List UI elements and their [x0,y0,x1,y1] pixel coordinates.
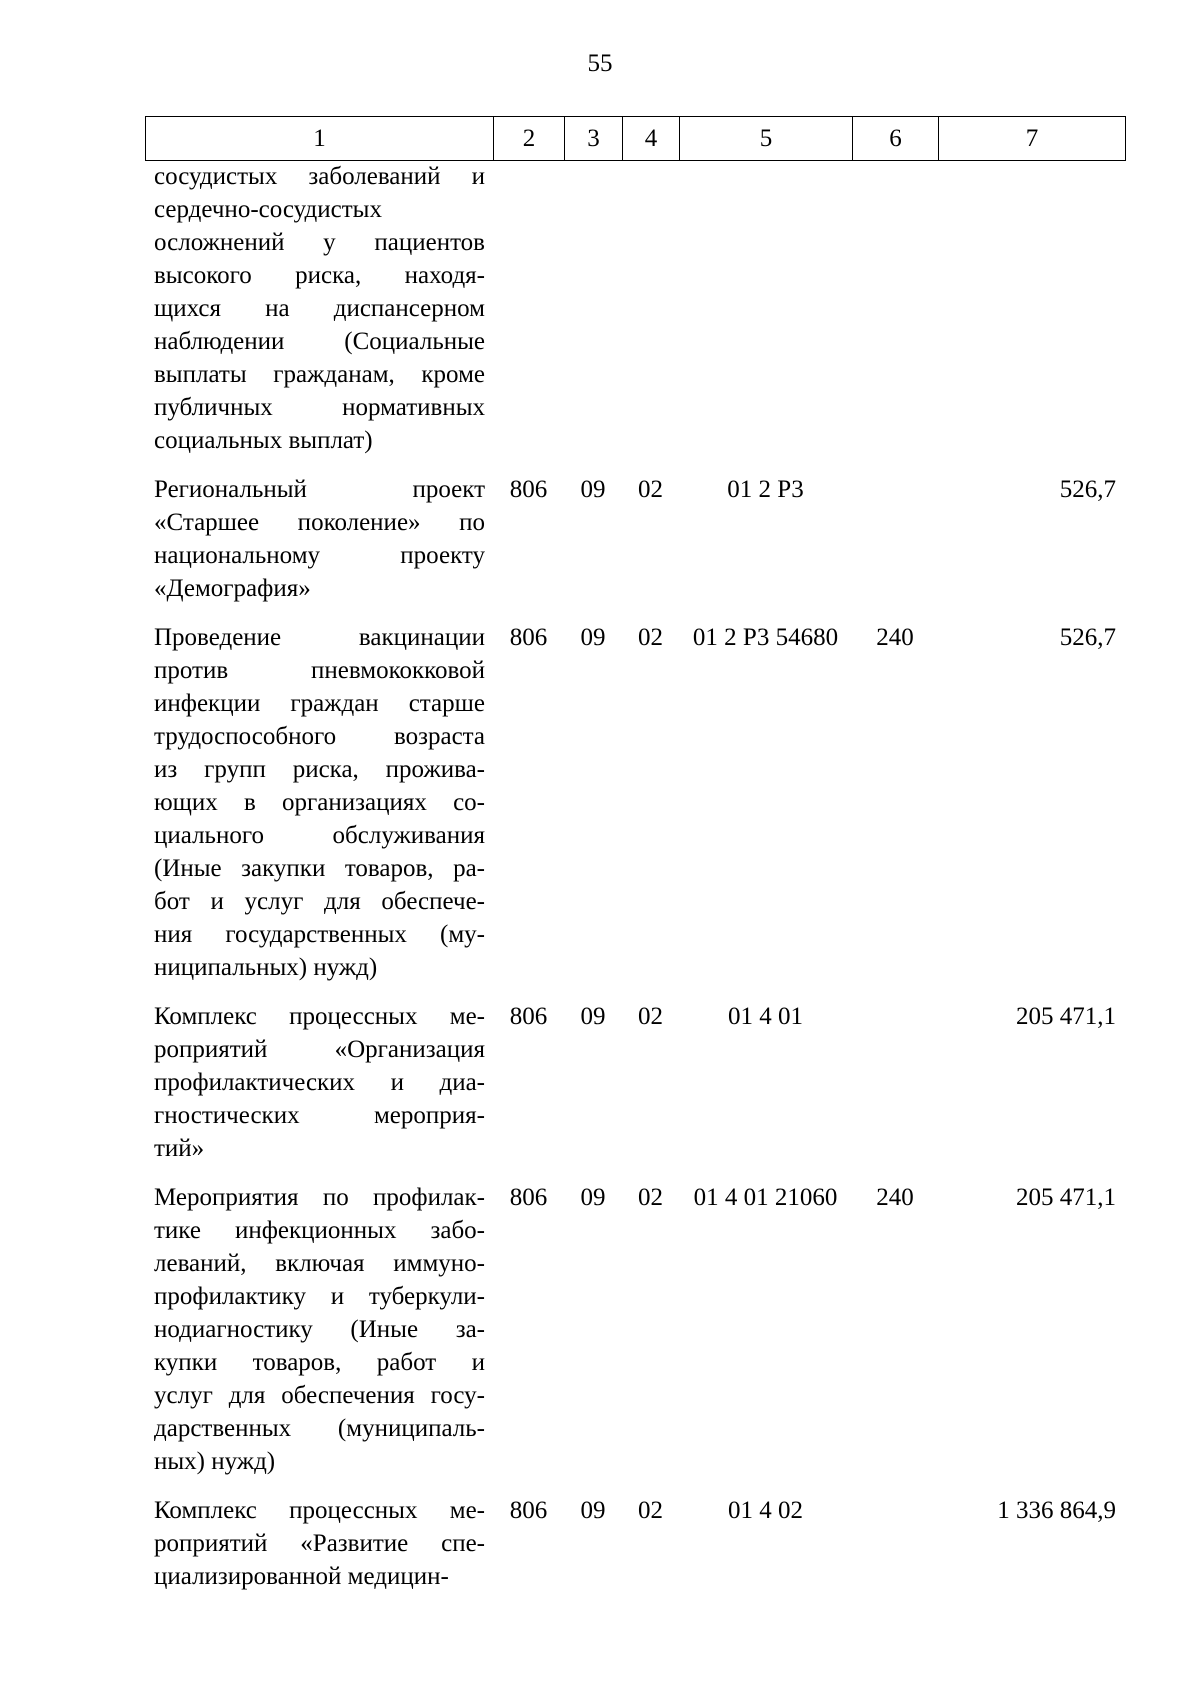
target-article-code: 01 2 P3 54680 [692,624,839,651]
description-line: щихся на диспансерном [154,295,485,322]
description-line: трудоспособного возраста [154,723,485,750]
description-line: сосудистых заболеваний и [154,163,485,190]
ministry-code: 806 [509,476,548,503]
expense-type-code: 240 [876,1184,914,1211]
section-code [564,160,622,457]
column-header-4: 4 [623,117,680,161]
description-line: ниципальных) нужд) [154,954,378,981]
description-line: Комплекс процессных ме- [154,1497,485,1524]
description-line: высокого риска, находя- [154,262,485,289]
target-article-code [679,160,852,457]
expense-type-code [852,473,938,605]
description-line: Проведение вакцинации [154,624,485,651]
description-line: из групп риска, прожива- [154,756,485,783]
expense-type-code [852,1494,938,1593]
table-row [145,473,1125,605]
target-article-code: 01 4 02 [728,1497,803,1524]
target-article-code: 01 2 P3 [727,476,804,503]
description-line: дарственных (муниципаль- [154,1415,485,1442]
column-header-6: 6 [853,117,939,161]
column-header-3: 3 [565,117,623,161]
table-row [145,621,1125,984]
section-code: 09 [580,1003,606,1030]
subsection-code: 02 [638,624,663,651]
description-line: национальному проекту [154,542,485,569]
subsection-code: 02 [638,1497,663,1524]
ministry-code [493,160,564,457]
description-line: (Иные закупки товаров, ра- [154,855,485,882]
description-line: осложнений у пациентов [154,229,485,256]
description-line: тике инфекционных забо- [154,1217,485,1244]
description-line: профилактику и туберкули- [154,1283,485,1310]
description-line: тий» [154,1135,205,1162]
column-header-table [145,116,1126,161]
description-line: услуг для обеспечения госу- [154,1382,485,1409]
amount: 526,7 [1059,476,1116,503]
description-line: инфекции граждан старше [154,690,485,717]
description-line: «Старшее поколение» по [154,509,485,536]
description-line: Мероприятия по профилак- [154,1184,485,1211]
expense-type-code [852,160,938,457]
section-code: 09 [580,1497,606,1524]
description-line: бот и услуг для обеспече- [154,888,485,915]
subsection-code: 02 [638,1003,663,1030]
amount: 526,7 [1059,624,1116,651]
table-row [145,160,1125,457]
amount: 205 471,1 [1016,1184,1116,1211]
description-line: «Демография» [154,575,311,602]
description-line: циального обслуживания [154,822,485,849]
description-line: Региональный проект [154,476,485,503]
description-line: циализированной медицин- [154,1563,449,1590]
target-article-code: 01 4 01 [728,1003,803,1030]
table-row [145,1000,1125,1165]
section-code: 09 [580,1184,606,1211]
table-row [145,1181,1125,1478]
subsection-code: 02 [638,476,663,503]
description-line: публичных нормативных [154,394,485,421]
amount [938,160,1125,457]
ministry-code: 806 [509,1497,548,1524]
description-line: нодиагностику (Иные за- [154,1316,485,1343]
ministry-code: 806 [509,1003,548,1030]
description-line: Комплекс процессных ме- [154,1003,485,1030]
page-number: 55 [587,50,613,77]
subsection-code: 02 [638,1184,663,1211]
description-line: ных) нужд) [154,1448,276,1475]
amount: 1 336 864,9 [997,1497,1116,1524]
row-description [145,621,493,984]
column-header-2: 2 [494,117,565,161]
description-line: леваний, включая иммуно- [154,1250,485,1277]
description-line: ющих в организациях со- [154,789,485,816]
description-line: ния государственных (му- [154,921,485,948]
expense-type-code [852,1000,938,1165]
description-line: выплаты гражданам, кроме [154,361,485,388]
ministry-code: 806 [509,1184,548,1211]
row-description [145,1181,493,1478]
ministry-code: 806 [509,624,548,651]
amount: 205 471,1 [1016,1003,1116,1030]
section-code: 09 [580,476,606,503]
row-description [145,1494,493,1593]
description-line: гностических мероприя- [154,1102,485,1129]
description-line: купки товаров, работ и [154,1349,485,1376]
table-row [145,1494,1125,1593]
table-body [145,160,1125,1593]
column-header-7: 7 [939,117,1126,161]
target-article-code: 01 4 01 21060 [693,1184,838,1211]
section-code: 09 [580,624,606,651]
description-line: наблюдении (Социальные [154,328,485,355]
description-line: роприятий «Развитие спе- [154,1530,485,1557]
description-line: сердечно-сосудистых [154,196,382,223]
description-line: социальных выплат) [154,427,373,454]
row-description [145,1000,493,1165]
expense-type-code: 240 [876,624,914,651]
column-header-row [146,117,1126,161]
row-description [145,160,493,457]
subsection-code [622,160,679,457]
row-description [145,473,493,605]
column-header-1: 1 [146,117,494,161]
description-line: против пневмококковой [154,657,485,684]
column-header-5: 5 [680,117,853,161]
description-line: профилактических и диа- [154,1069,485,1096]
description-line: роприятий «Организация [154,1036,485,1063]
